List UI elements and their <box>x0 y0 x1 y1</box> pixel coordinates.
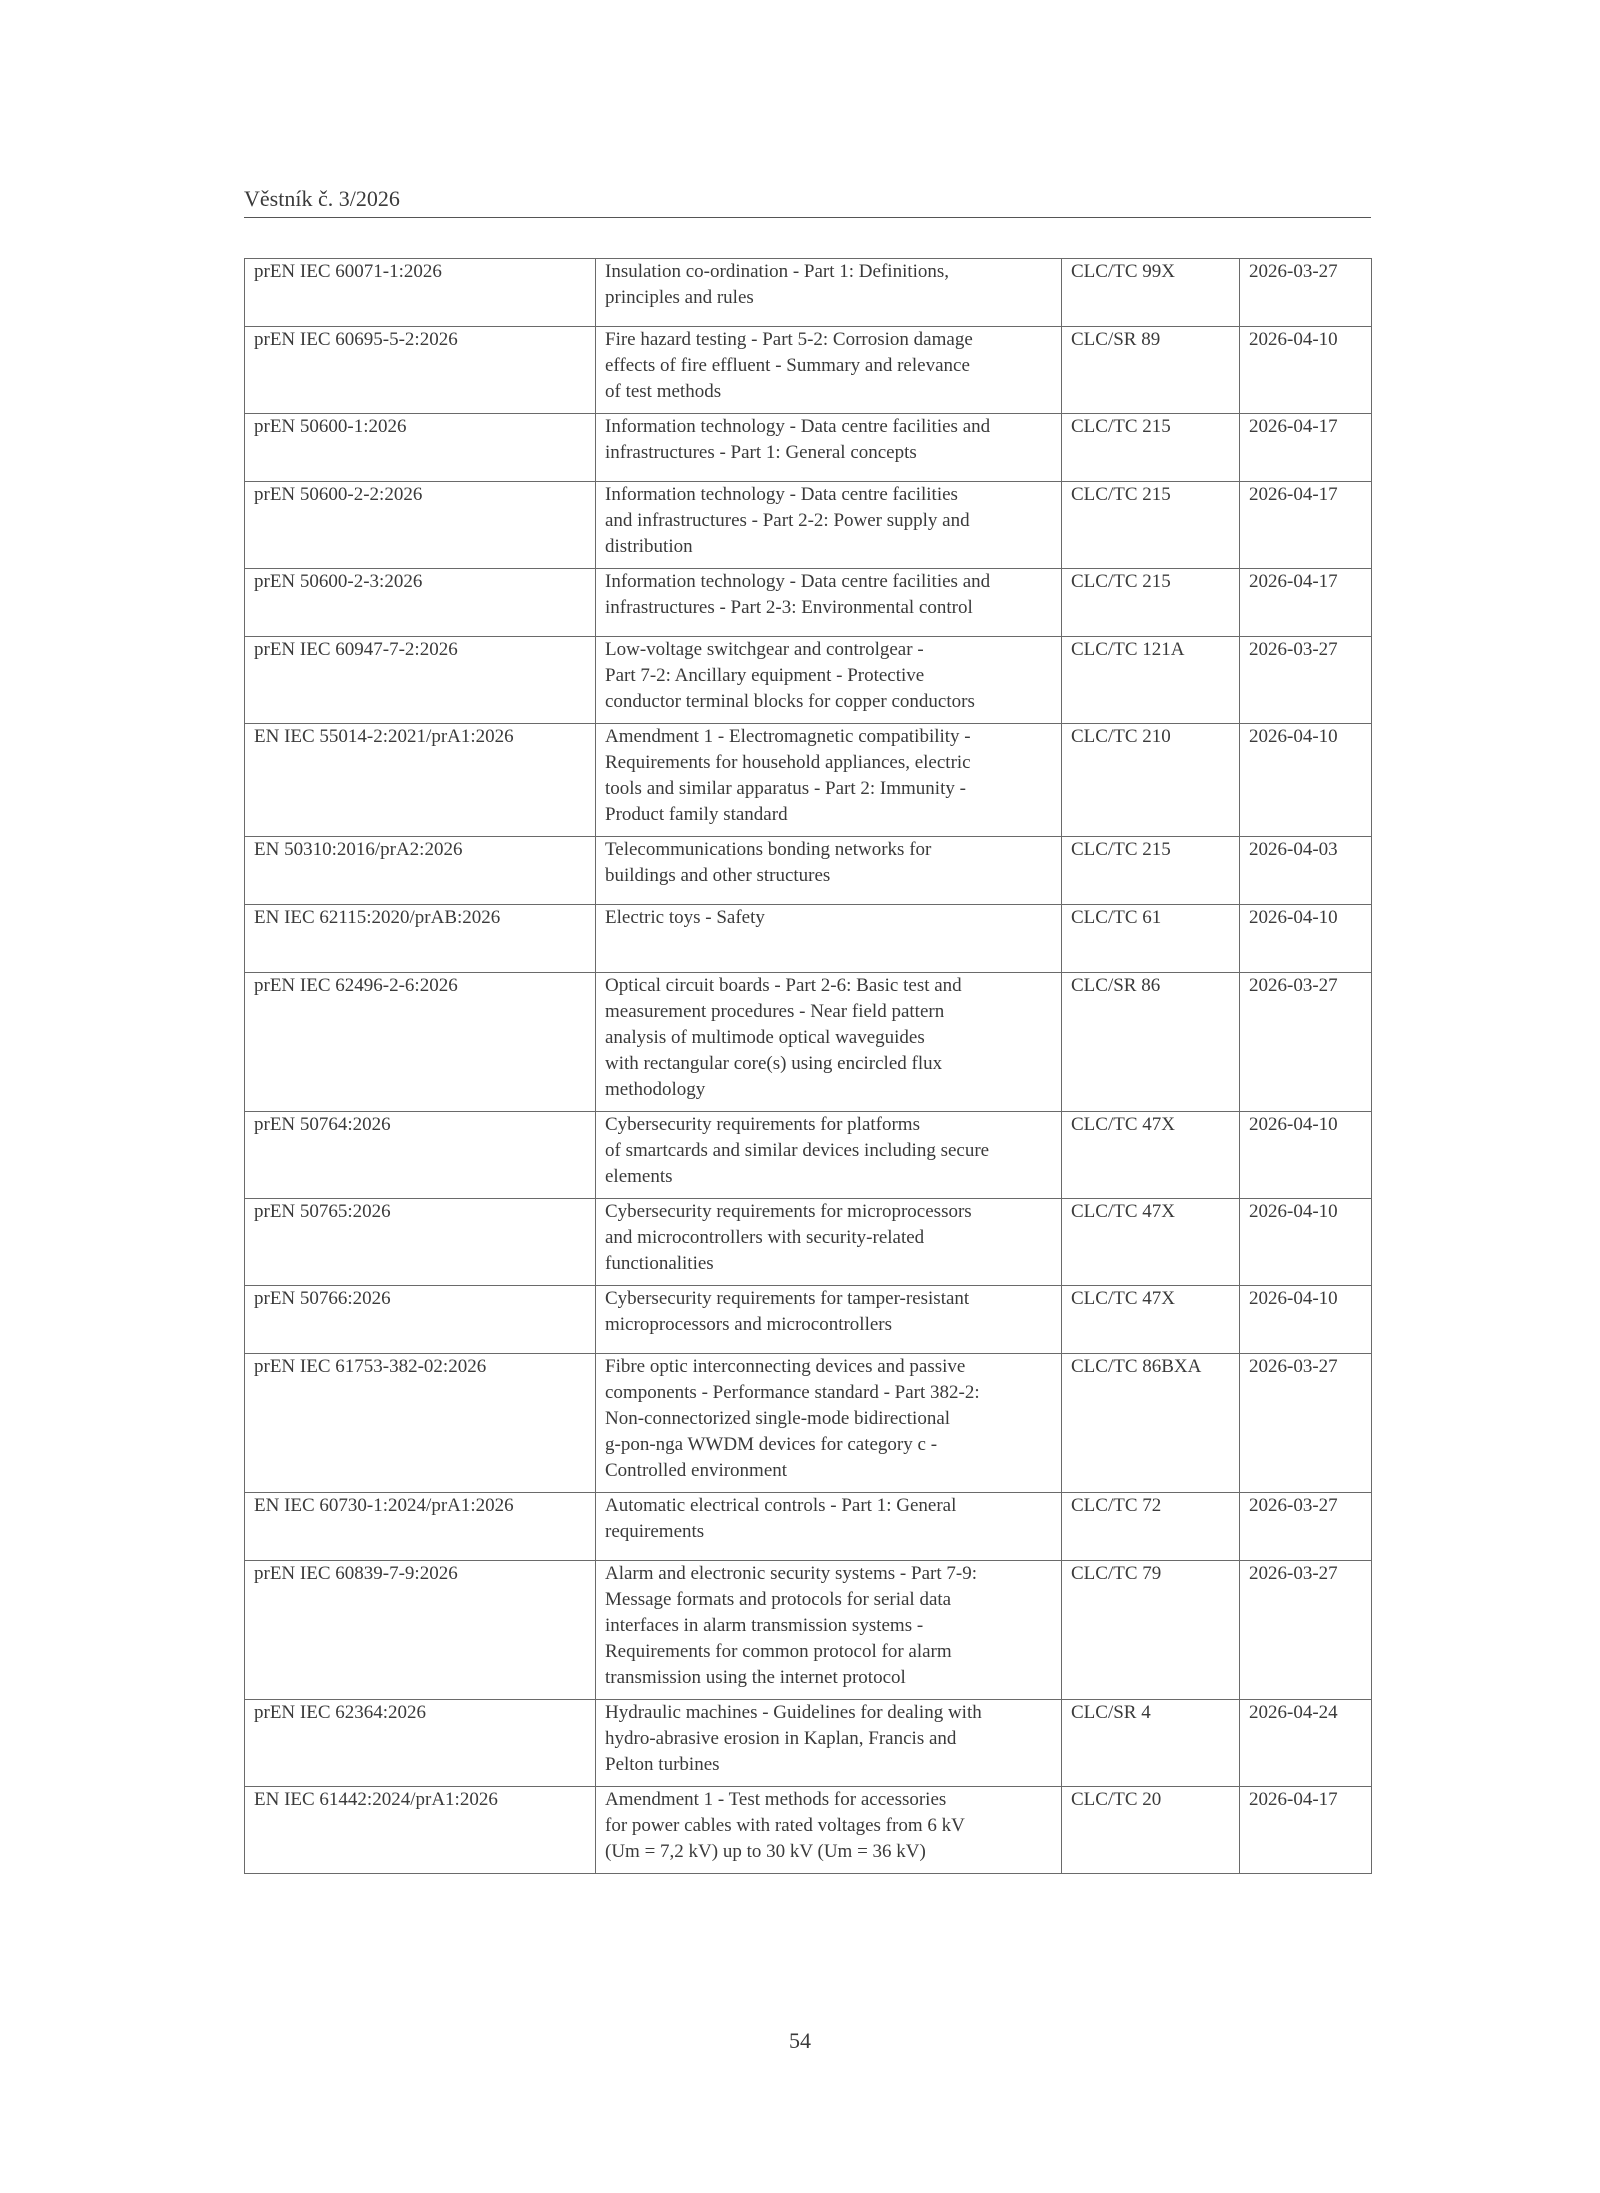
standard-reference: prEN 50765:2026 <box>245 1199 596 1286</box>
table-row <box>245 327 1372 414</box>
standard-title <box>596 1286 1062 1354</box>
standard-title <box>596 973 1062 1112</box>
standard-reference: prEN IEC 62364:2026 <box>245 1700 596 1787</box>
table-row <box>245 905 1372 973</box>
standard-title-line: for power cables with rated voltages from 6 kV <box>605 1815 965 1836</box>
standard-title-line: Cybersecurity requirements for tamper-resistant <box>605 1288 970 1309</box>
standard-title-line: Pelton turbines <box>605 1754 720 1775</box>
table-row <box>245 569 1372 637</box>
standard-title-line: Controlled environment <box>605 1460 788 1481</box>
technical-committee: CLC/TC 215 <box>1062 837 1240 905</box>
standard-title-line: and microcontrollers with security-related <box>605 1227 925 1248</box>
standard-title-line: components - Performance standard - Part 382-2: <box>605 1382 980 1403</box>
table-row <box>245 482 1372 569</box>
table-row <box>245 259 1372 327</box>
technical-committee: CLC/TC 215 <box>1062 569 1240 637</box>
standard-title-line: distribution <box>605 536 693 557</box>
standard-title <box>596 724 1062 837</box>
comment-deadline: 2026-04-10 <box>1240 724 1372 837</box>
standard-title <box>596 327 1062 414</box>
standard-title-line: Telecommunications bonding networks for <box>605 839 932 860</box>
standard-title-line: Cybersecurity requirements for platforms <box>605 1114 920 1135</box>
standard-reference: prEN 50600-1:2026 <box>245 414 596 482</box>
standard-reference: prEN IEC 60695-5-2:2026 <box>245 327 596 414</box>
technical-committee: CLC/TC 79 <box>1062 1561 1240 1700</box>
standard-title-line: Information technology - Data centre facilities and <box>605 571 991 592</box>
standard-title <box>596 905 1062 973</box>
standard-title-line: Fibre optic interconnecting devices and passive <box>605 1356 966 1377</box>
standard-title-line: Low-voltage switchgear and controlgear - <box>605 639 924 660</box>
table-row <box>245 1286 1372 1354</box>
standard-title-line: Automatic electrical controls - Part 1: General <box>605 1495 957 1516</box>
standard-reference: prEN 50764:2026 <box>245 1112 596 1199</box>
standard-title <box>596 569 1062 637</box>
page-number: 54 <box>789 2028 811 2053</box>
table-row <box>245 1199 1372 1286</box>
standard-title-line: Fire hazard testing - Part 5-2: Corrosion damage <box>605 329 973 350</box>
table-row <box>245 1700 1372 1787</box>
technical-committee: CLC/TC 121A <box>1062 637 1240 724</box>
comment-deadline: 2026-03-27 <box>1240 1354 1372 1493</box>
standard-reference: prEN IEC 60839-7-9:2026 <box>245 1561 596 1700</box>
technical-committee: CLC/SR 89 <box>1062 327 1240 414</box>
standard-title-line: Message formats and protocols for serial data <box>605 1589 952 1610</box>
standard-title-line: measurement procedures - Near field pattern <box>605 1001 945 1022</box>
standard-title <box>596 1493 1062 1561</box>
standard-title <box>596 1354 1062 1493</box>
comment-deadline: 2026-04-10 <box>1240 1286 1372 1354</box>
standard-title-line: Requirements for household appliances, electric <box>605 752 971 773</box>
standard-title-line: requirements <box>605 1521 705 1542</box>
comment-deadline: 2026-04-10 <box>1240 1199 1372 1286</box>
standard-title-line: Amendment 1 - Test methods for accessories <box>605 1789 947 1810</box>
standard-title-line: Electric toys - Safety <box>605 907 765 928</box>
technical-committee: CLC/TC 99X <box>1062 259 1240 327</box>
standard-title-line: buildings and other structures <box>605 865 831 886</box>
standard-reference: prEN IEC 60947-7-2:2026 <box>245 637 596 724</box>
standard-title-line <box>605 931 1053 957</box>
comment-deadline: 2026-04-17 <box>1240 414 1372 482</box>
standard-title-line: transmission using the internet protocol <box>605 1667 906 1688</box>
standard-title-line: Product family standard <box>605 804 788 825</box>
standard-reference: prEN IEC 61753-382-02:2026 <box>245 1354 596 1493</box>
standard-title <box>596 637 1062 724</box>
standard-title-line: of test methods <box>605 381 722 402</box>
standard-title <box>596 1199 1062 1286</box>
standard-reference: EN 50310:2016/prA2:2026 <box>245 837 596 905</box>
standard-title-line: Requirements for common protocol for alarm <box>605 1641 952 1662</box>
standard-reference: EN IEC 61442:2024/prA1:2026 <box>245 1787 596 1874</box>
comment-deadline: 2026-04-10 <box>1240 1112 1372 1199</box>
comment-deadline: 2026-04-17 <box>1240 482 1372 569</box>
table-row <box>245 1787 1372 1874</box>
standard-reference: EN IEC 60730-1:2024/prA1:2026 <box>245 1493 596 1561</box>
standard-title-line: of smartcards and similar devices including secure <box>605 1140 990 1161</box>
bulletin-title: Věstník č. 3/2026 <box>244 186 400 211</box>
table-row <box>245 637 1372 724</box>
standard-title-line: functionalities <box>605 1253 714 1274</box>
standard-title-line: methodology <box>605 1079 706 1100</box>
standard-title <box>596 414 1062 482</box>
standard-title-line: Part 7-2: Ancillary equipment - Protective <box>605 665 925 686</box>
table-row <box>245 724 1372 837</box>
table-row <box>245 1561 1372 1700</box>
standard-title-line: Cybersecurity requirements for microprocessors <box>605 1201 972 1222</box>
table-row <box>245 837 1372 905</box>
standard-title-line: Insulation co-ordination - Part 1: Definitions, <box>605 261 950 282</box>
standard-title-line: principles and rules <box>605 287 754 308</box>
comment-deadline: 2026-04-17 <box>1240 569 1372 637</box>
page-header <box>244 186 1371 218</box>
technical-committee: CLC/TC 61 <box>1062 905 1240 973</box>
standard-reference: EN IEC 62115:2020/prAB:2026 <box>245 905 596 973</box>
standard-title-line: effects of fire effluent - Summary and relevance <box>605 355 970 376</box>
standard-title <box>596 1561 1062 1700</box>
comment-deadline: 2026-03-27 <box>1240 973 1372 1112</box>
standard-title-line: with rectangular core(s) using encircled flux <box>605 1053 943 1074</box>
technical-committee: CLC/TC 20 <box>1062 1787 1240 1874</box>
standard-title-line: tools and similar apparatus - Part 2: Immunity - <box>605 778 966 799</box>
comment-deadline: 2026-03-27 <box>1240 259 1372 327</box>
standard-title-line: elements <box>605 1166 673 1187</box>
standards-table-body <box>245 259 1372 1874</box>
comment-deadline: 2026-04-03 <box>1240 837 1372 905</box>
standard-title <box>596 1700 1062 1787</box>
standard-title-line: hydro-abrasive erosion in Kaplan, Francis and <box>605 1728 957 1749</box>
technical-committee: CLC/TC 47X <box>1062 1112 1240 1199</box>
standard-title-line: g-pon-nga WWDM devices for category c - <box>605 1434 938 1455</box>
standard-reference: prEN IEC 60071-1:2026 <box>245 259 596 327</box>
comment-deadline: 2026-04-17 <box>1240 1787 1372 1874</box>
technical-committee: CLC/SR 86 <box>1062 973 1240 1112</box>
technical-committee: CLC/TC 72 <box>1062 1493 1240 1561</box>
standard-reference: prEN 50600-2-3:2026 <box>245 569 596 637</box>
standard-title-line: Alarm and electronic security systems - Part 7-9: <box>605 1563 977 1584</box>
technical-committee: CLC/TC 215 <box>1062 482 1240 569</box>
technical-committee: CLC/SR 4 <box>1062 1700 1240 1787</box>
comment-deadline: 2026-04-10 <box>1240 327 1372 414</box>
standard-title-line: and infrastructures - Part 2-2: Power supply and <box>605 510 970 531</box>
standard-title-line: Hydraulic machines - Guidelines for dealing with <box>605 1702 982 1723</box>
standard-title <box>596 1112 1062 1199</box>
technical-committee: CLC/TC 47X <box>1062 1199 1240 1286</box>
technical-committee: CLC/TC 215 <box>1062 414 1240 482</box>
table-row <box>245 1112 1372 1199</box>
technical-committee: CLC/TC 210 <box>1062 724 1240 837</box>
standard-title-line: interfaces in alarm transmission systems - <box>605 1615 924 1636</box>
comment-deadline: 2026-03-27 <box>1240 637 1372 724</box>
comment-deadline: 2026-04-10 <box>1240 905 1372 973</box>
standard-reference: prEN 50766:2026 <box>245 1286 596 1354</box>
technical-committee: CLC/TC 86BXA <box>1062 1354 1240 1493</box>
table-row <box>245 1493 1372 1561</box>
standard-title-line: Optical circuit boards - Part 2-6: Basic test and <box>605 975 962 996</box>
standard-title-line: infrastructures - Part 2-3: Environmental control <box>605 597 973 618</box>
comment-deadline: 2026-04-24 <box>1240 1700 1372 1787</box>
standard-title-line: Information technology - Data centre facilities <box>605 484 958 505</box>
standard-title <box>596 1787 1062 1874</box>
standard-reference: prEN IEC 62496-2-6:2026 <box>245 973 596 1112</box>
standard-title-line: Information technology - Data centre facilities and <box>605 416 991 437</box>
comment-deadline: 2026-03-27 <box>1240 1493 1372 1561</box>
technical-committee: CLC/TC 47X <box>1062 1286 1240 1354</box>
table-row <box>245 414 1372 482</box>
standard-reference: prEN 50600-2-2:2026 <box>245 482 596 569</box>
standard-title-line: Amendment 1 - Electromagnetic compatibility - <box>605 726 971 747</box>
standard-title <box>596 837 1062 905</box>
table-row <box>245 973 1372 1112</box>
table-row <box>245 1354 1372 1493</box>
comment-deadline: 2026-03-27 <box>1240 1561 1372 1700</box>
standard-title-line: conductor terminal blocks for copper conductors <box>605 691 975 712</box>
standards-table <box>244 258 1372 1874</box>
standard-title-line: infrastructures - Part 1: General concepts <box>605 442 917 463</box>
standard-title-line: microprocessors and microcontrollers <box>605 1314 893 1335</box>
standard-title-line: Non-connectorized single-mode bidirectional <box>605 1408 951 1429</box>
standard-title-line: analysis of multimode optical waveguides <box>605 1027 925 1048</box>
standard-reference: EN IEC 55014-2:2021/prA1:2026 <box>245 724 596 837</box>
standard-title-line: (Um = 7,2 kV) up to 30 kV (Um = 36 kV) <box>605 1841 926 1862</box>
standard-title <box>596 259 1062 327</box>
standard-title <box>596 482 1062 569</box>
